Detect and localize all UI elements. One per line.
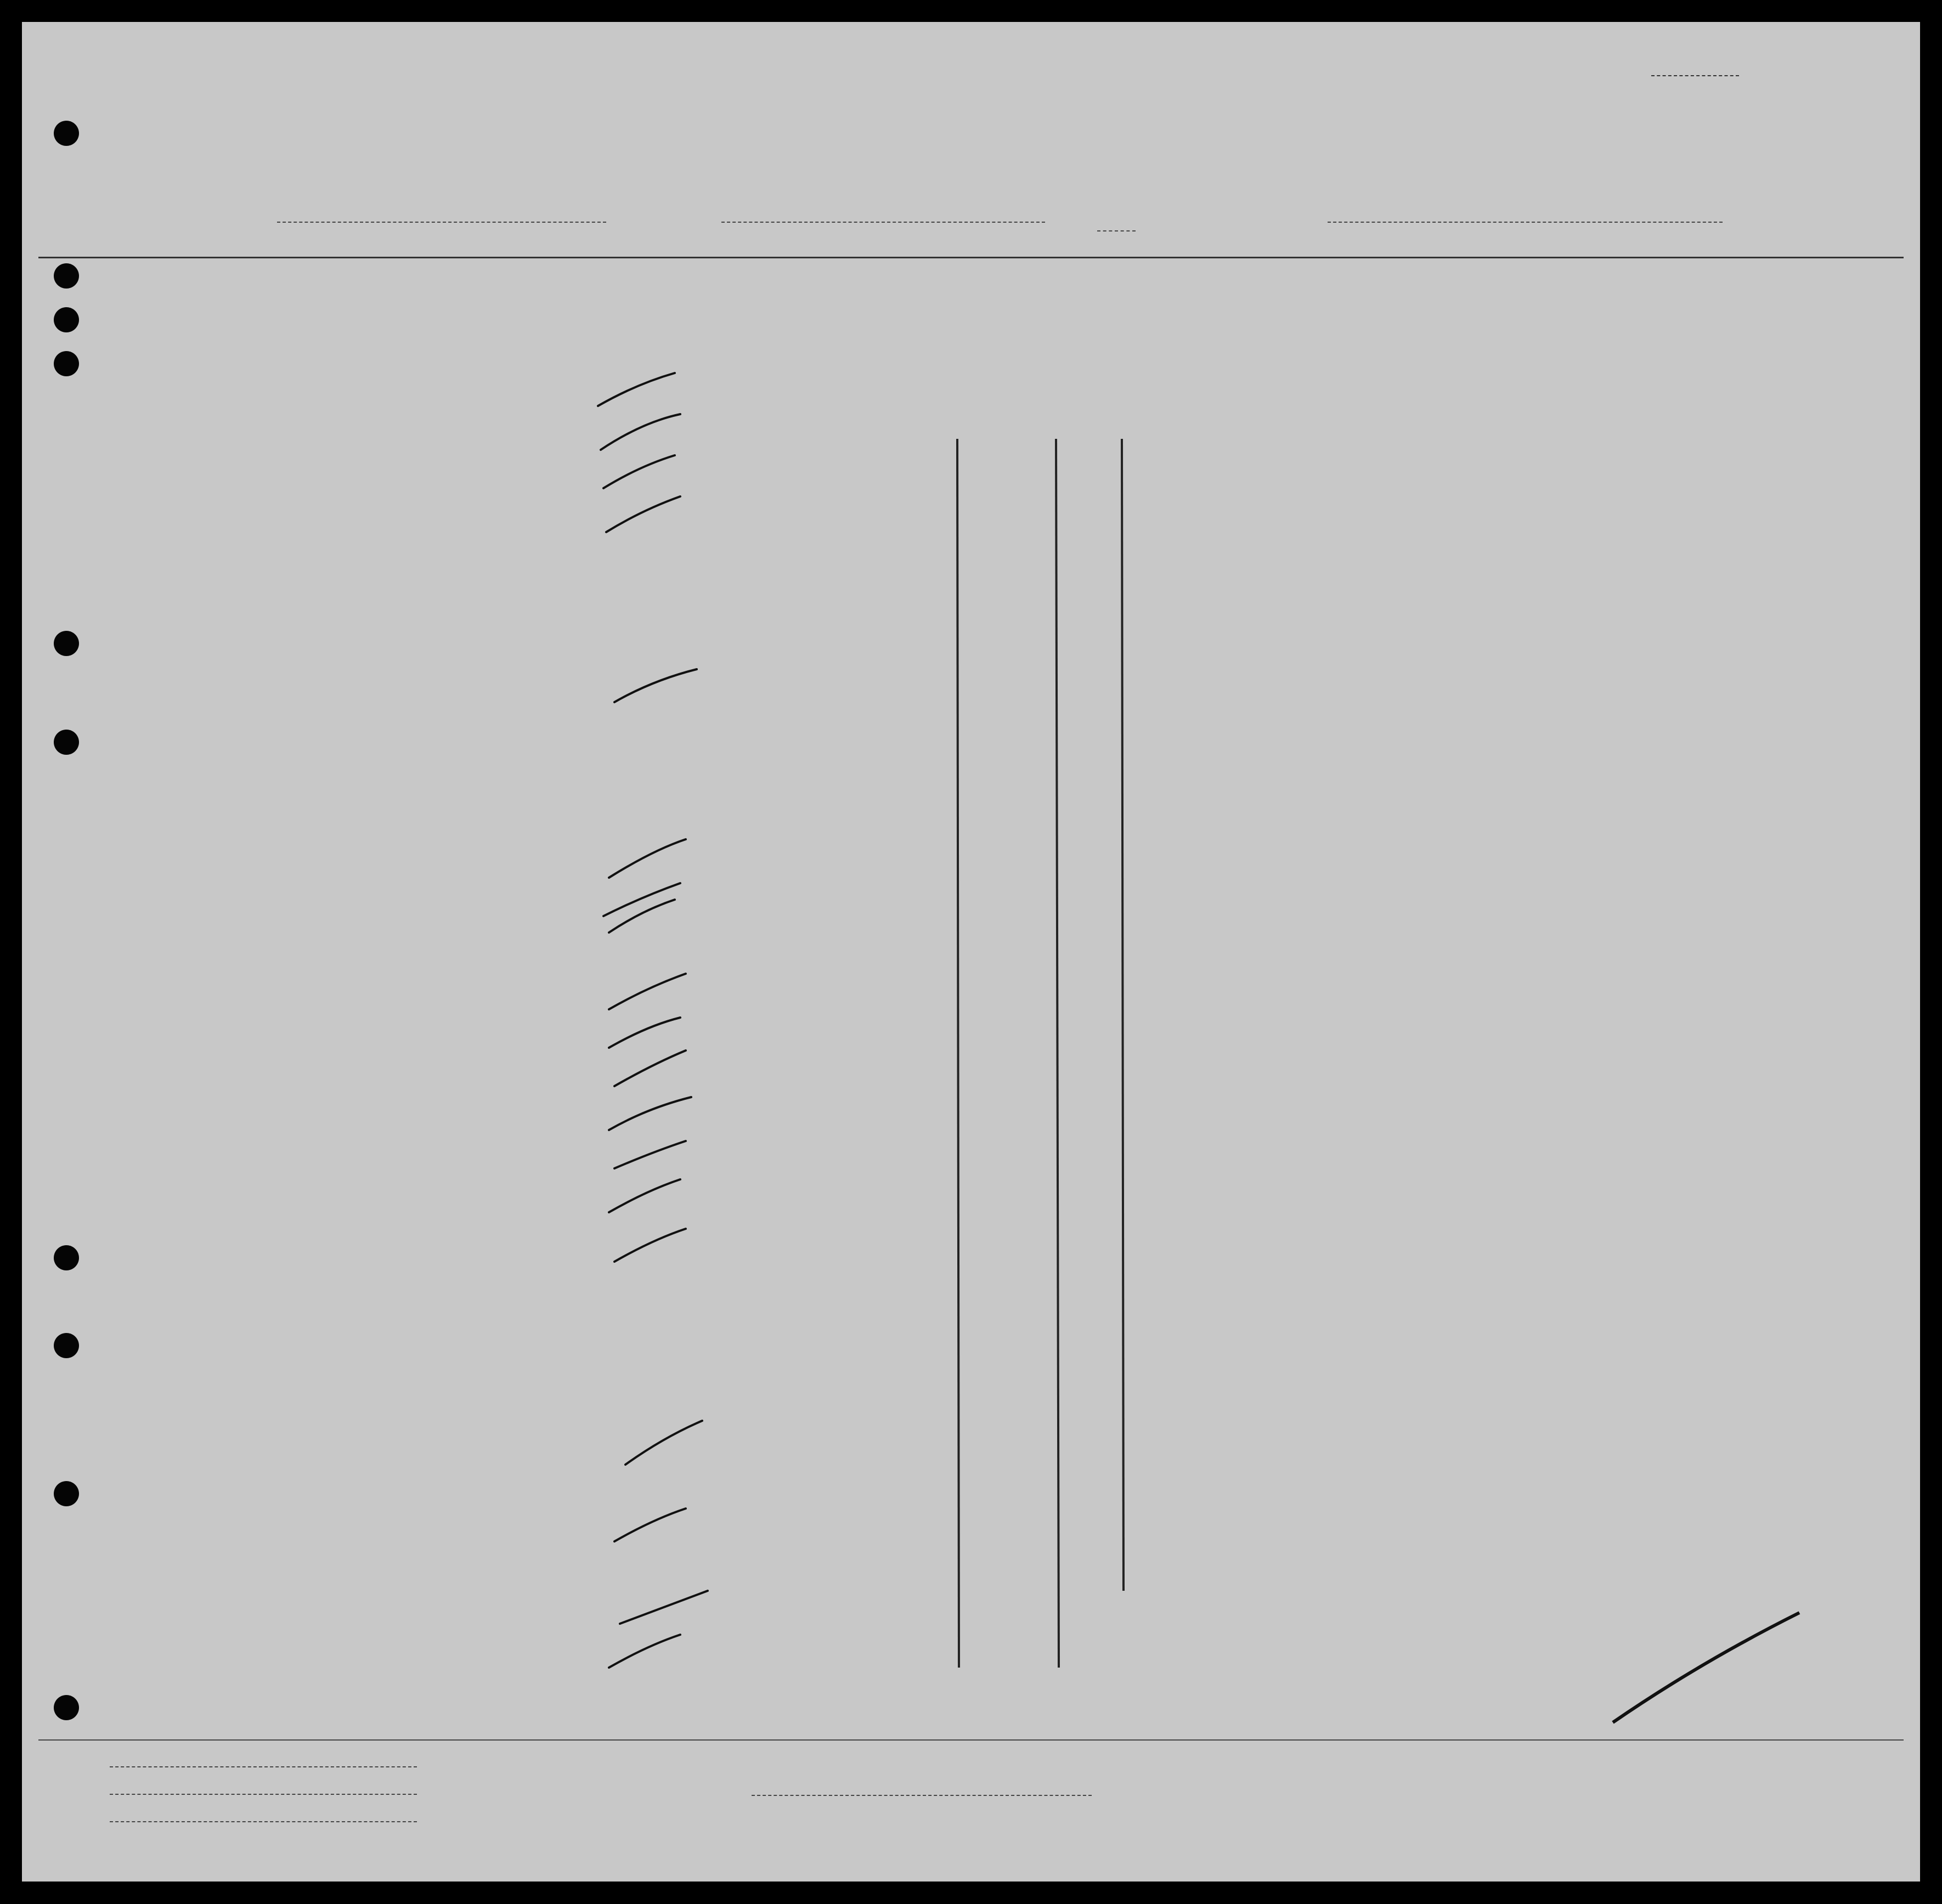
- punch-hole: [54, 121, 79, 146]
- total-slash-mark: [1602, 1602, 1810, 1733]
- signature-line: [752, 1795, 1092, 1796]
- vessel-name: [277, 222, 606, 223]
- sheet-value: [1651, 75, 1739, 76]
- year-blank: [1097, 230, 1136, 231]
- manifest-page: [22, 22, 1920, 1882]
- arriving-port: [721, 222, 1045, 223]
- sheet-number: [1651, 63, 1739, 81]
- length-of-service-pen-marks: [592, 362, 724, 1679]
- from-port: [1328, 222, 1723, 223]
- ditto-lines: [955, 439, 1174, 1679]
- vessel-line: [206, 210, 1742, 242]
